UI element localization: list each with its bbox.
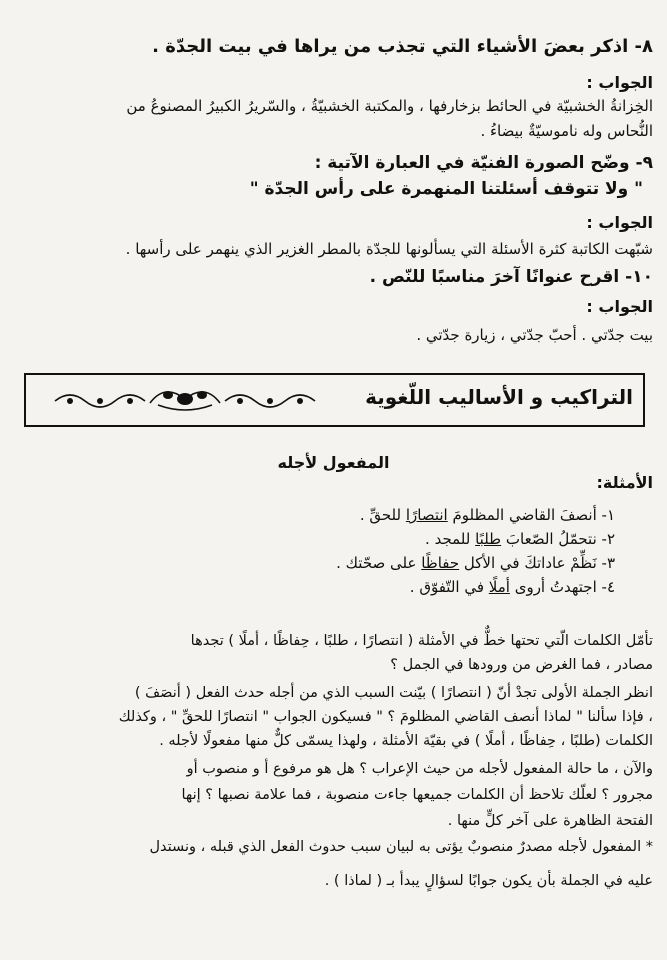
question-9-quote: " ولا تتوقف أسئلتنا المنهمرة على رأس الجدّة " [249, 179, 643, 199]
rule-line: عليه في الجملة بأن يكون جوابًا لسؤالٍ يبدأ بـ ( لماذا ) . [324, 873, 653, 889]
answer-9: شبّهت الكاتبة كثرة الأسئلة التي يسألونها للجدّة بالمطر الغزير الذي ينهمر على رأسها . [125, 240, 653, 258]
example-1: ١- أنصفَ القاضي المظلومَ انتصارًا للحقِّ . [359, 506, 615, 524]
answer-label: الجواب : [586, 73, 653, 92]
banner-title: التراكيب و الأساليب اللّغوية [365, 385, 633, 409]
paragraph-line: انظر الجملة الأولى تجدْ أنّ ( انتصارًا ) بيّنت السبب الذي من أجله حدث الفعل ( أنصَفَ ) [134, 685, 653, 701]
paragraph-line: والآن ، ما حالة المفعول لأجله من حيث الإعراب ؟ هل هو مرفوع أ و منصوب أو [186, 761, 653, 777]
question-8: ٨- اذكر بعضَ الأشياء التي تجذب من يراها في بيت الجدّة . [152, 36, 653, 57]
paragraph-line: ، فإذا سألنا " لماذا أنصف القاضي المظلومَ ؟ " فسيكون الجواب " انتصارًا للحقِّ " ، وكذلك [118, 709, 653, 725]
lesson-title: المفعول لأجله [277, 453, 390, 472]
answer-8-line-2: النُّحاس وله ناموسيّةٌ بيضاءُ . [480, 122, 653, 140]
answer-label: الجواب : [586, 213, 653, 232]
answer-label: الجواب : [586, 297, 653, 316]
example-4: ٤- اجتهدتُ أروى أملًا في التّفوّق . [409, 578, 615, 596]
question-10: ١٠- اقرح عنوانًا آخرَ مناسبًا للنّص . [369, 267, 653, 287]
example-2: ٢- نتحمّلُ الصّعابَ طلبًا للمجد . [425, 530, 615, 548]
section-banner [24, 373, 645, 427]
paragraph-line: الكلمات (طلبًا ، حِفاظًا ، أملًا ) في بقيّة الأمثلة ، ولهذا يسمّى كلٌّ منها مفعولًا لأجله . [159, 733, 653, 749]
paragraph-line: مجرور ؟ لعلّك تلاحظ أن الكلمات جميعها جاءت منصوبة ، فما علامة نصبها ؟ إنها [181, 787, 653, 803]
answer-8-line-1: الخِزانةُ الخشبيّة في الحائط بزخارفها ، والمكتبة الخشبيّةُ ، والسّريرُ الكبيرُ المصنوعُ من [126, 97, 653, 115]
floral-ornament-icon [50, 381, 320, 417]
paragraph-line: الفتحة الظاهرة على آخر كلٍّ منها . [447, 813, 653, 829]
paragraph-line: تأمّل الكلمات الّتي تحتها خطٌّ في الأمثلة ( انتصارًا ، طلبًا ، حِفاظًا ، أملًا ) تجدها [190, 633, 653, 649]
question-9: ٩- وضّح الصورة الفنيّة في العبارة الآتية : [314, 153, 653, 173]
paragraph-line: مصادر ، فما الغرض من ورودها في الجمل ؟ [390, 657, 653, 673]
answer-10: بيت جدّتي . أحبّ جدّتي ، زيارة جدّتي . [416, 326, 653, 344]
examples-label: الأمثلة: [596, 473, 653, 492]
example-3: ٣- نَظِّمْ عاداتكَ في الأكل حفاظًا على صحّتك . [336, 554, 615, 572]
rule-line: * المفعول لأجله مصدرٌ منصوبٌ يؤتى به لبيان سبب حدوث الفعل الذي قبله ، ونستدل [149, 839, 653, 855]
